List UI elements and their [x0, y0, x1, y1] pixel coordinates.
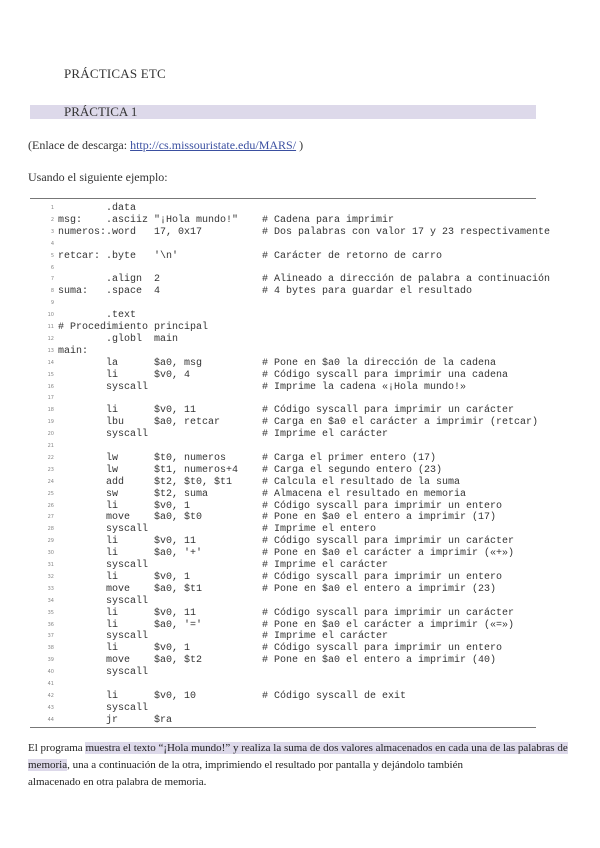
code-instruction: li	[106, 405, 119, 417]
code-line	[30, 465, 536, 476]
code-instruction: li	[106, 500, 119, 512]
line-number: 44	[47, 716, 54, 723]
code-instruction: li	[106, 619, 119, 631]
code-instruction: lw	[106, 464, 119, 476]
code-line	[30, 655, 536, 666]
code-line	[30, 453, 536, 464]
code-operands: $t1, numeros+4	[154, 464, 239, 476]
code-line	[30, 286, 536, 297]
code-instruction: li	[106, 690, 119, 702]
line-number: 21	[47, 443, 54, 449]
code-comment: # Imprime el carácter	[262, 560, 389, 571]
code-instruction: .align	[106, 274, 143, 286]
line-number: 23	[47, 466, 54, 473]
code-line	[30, 572, 536, 583]
line-number: 2	[50, 216, 54, 223]
code-comment: # Código syscall para imprimir un carácter	[262, 607, 515, 619]
code-operands: "¡Hola mundo!"	[154, 214, 239, 226]
code-comment: # Pone en $a0 el carácter a imprimir («=»)	[262, 619, 515, 631]
code-line	[30, 215, 536, 226]
code-instruction: li	[106, 571, 119, 583]
code-operands: 17, 0x17	[154, 226, 203, 238]
line-number: 10	[47, 312, 54, 319]
code-instruction: li	[106, 369, 119, 381]
code-comment: # Pone en $a0 la dirección de la cadena	[262, 357, 497, 369]
code-line	[30, 393, 536, 404]
code-comment: # Carga el primer entero (17)	[262, 452, 437, 464]
code-label: retcar:	[58, 250, 101, 262]
code-line	[30, 501, 536, 512]
code-instruction: .text	[106, 310, 137, 322]
code-line	[30, 382, 536, 393]
line-number: 28	[47, 526, 54, 533]
section-title: PRÁCTICA 1	[64, 104, 138, 119]
summary-plain: El programa	[28, 742, 86, 754]
line-number: 39	[47, 657, 54, 664]
code-line	[30, 715, 536, 726]
code-instruction: lw	[106, 452, 119, 464]
code-line	[30, 441, 536, 452]
code-line	[30, 560, 536, 571]
code-instruction: .byte	[106, 250, 137, 262]
line-number: 5	[50, 252, 54, 259]
code-comment: # Código syscall para imprimir un carácter	[262, 536, 515, 548]
code-line	[30, 370, 536, 381]
code-line	[30, 358, 536, 369]
code-label: numeros:	[58, 226, 107, 238]
code-instruction: .word	[106, 226, 137, 238]
code-instruction: li	[106, 536, 119, 548]
code-comment: # 4 bytes para guardar el resultado	[262, 286, 473, 298]
code-comment: # Pone en $a0 el entero a imprimir (23)	[262, 583, 497, 595]
code-operands: $a0, $t0	[154, 512, 203, 524]
code-comment: # Imprime el entero	[262, 524, 377, 536]
line-number: 24	[47, 478, 54, 485]
code-line	[30, 477, 536, 488]
code-comment: # Dos palabras con valor 17 y 23 respectivamente	[262, 226, 551, 238]
code-instruction: li	[106, 643, 119, 655]
line-number: 4	[50, 240, 54, 247]
line-number: 13	[47, 347, 54, 354]
download-prefix: (Enlace de descarga:	[28, 138, 131, 152]
code-operands: 2	[154, 274, 161, 286]
code-instruction: li	[106, 607, 119, 619]
line-number: 29	[47, 538, 54, 545]
code-instruction: syscall	[106, 429, 149, 441]
code-line	[30, 620, 536, 631]
line-number: 12	[47, 335, 54, 342]
code-instruction: syscall	[106, 631, 149, 643]
code-comment: # Pone en $a0 el entero a imprimir (40)	[262, 655, 497, 667]
code-operands: $t2, suma	[154, 488, 209, 500]
code-instruction: jr	[106, 714, 119, 726]
code-comment: # Carácter de retorno de carro	[262, 250, 443, 262]
code-line	[30, 548, 536, 559]
code-line	[30, 667, 536, 678]
code-line	[30, 417, 539, 429]
code-operands: $v0, 11	[154, 536, 197, 548]
code-line	[30, 489, 536, 500]
line-number: 9	[50, 300, 54, 307]
code-line	[30, 584, 536, 595]
code-line	[30, 251, 536, 262]
code-label: main:	[58, 345, 89, 357]
code-line	[30, 346, 536, 357]
line-number: 35	[47, 609, 54, 616]
line-number: 38	[47, 645, 54, 652]
code-operands: $v0, 1	[154, 500, 191, 512]
line-number: 34	[47, 597, 54, 604]
code-line	[30, 524, 536, 535]
line-number: 8	[50, 288, 54, 295]
code-comment: # Código syscall para imprimir un entero	[262, 500, 503, 512]
code-line	[30, 226, 551, 238]
code-instruction: sw	[106, 488, 119, 500]
code-line	[30, 429, 536, 440]
code-comment: # Calcula el resultado de la suma	[262, 476, 461, 488]
code-line	[30, 679, 536, 690]
code-line	[30, 334, 536, 345]
line-number: 7	[50, 276, 54, 283]
code-comment: # Almacena el resultado en memoria	[262, 488, 467, 500]
line-number: 3	[50, 228, 54, 235]
code-operands: $a0, retcar	[154, 417, 221, 429]
line-number: 37	[47, 633, 54, 640]
line-number: 11	[47, 324, 54, 330]
code-line	[30, 298, 536, 309]
code-instruction: la	[106, 357, 119, 369]
code-comment: # Cadena para imprimir	[262, 214, 395, 226]
code-comment: # Pone en $a0 el carácter a imprimir («+»)	[262, 548, 515, 560]
code-operands: $t2, $t0, $t1	[154, 476, 233, 488]
code-listing	[30, 198, 551, 728]
code-instruction: syscall	[106, 524, 149, 536]
code-instruction: .asciiz	[106, 214, 149, 226]
document-title: PRÁCTICAS ETC	[64, 66, 166, 81]
code-line	[30, 596, 536, 607]
code-instruction: .globl	[106, 333, 143, 345]
summary-line-2: almacenado en otra palabra de memoria.	[28, 776, 207, 788]
line-number: 32	[47, 573, 54, 580]
code-comment: # Código syscall para imprimir un entero	[262, 643, 503, 655]
code-instruction: move	[106, 583, 131, 595]
code-line	[30, 512, 536, 523]
code-operands: $v0, 10	[154, 690, 197, 702]
code-line	[30, 405, 536, 416]
code-instruction: .space	[106, 286, 143, 298]
code-line	[30, 322, 536, 333]
line-number: 40	[47, 669, 54, 676]
line-number: 31	[47, 562, 54, 568]
summary-highlight: muestra el texto “¡Hola mundo!” y realiza la suma de dos valores almacenados en cada una de las palabras de memoria	[28, 742, 568, 771]
code-operands: main	[154, 333, 179, 345]
code-comment: # Código syscall para imprimir un carácter	[262, 405, 515, 417]
code-operands: $v0, 11	[154, 607, 197, 619]
code-line	[30, 239, 536, 250]
code-operands: $v0, 11	[154, 405, 197, 417]
line-number: 6	[50, 264, 54, 271]
code-line	[30, 536, 536, 547]
download-suffix: )	[296, 138, 304, 152]
line-number: 36	[47, 621, 54, 628]
code-operands: $ra	[154, 714, 173, 726]
code-line	[30, 608, 536, 619]
line-number: 18	[47, 407, 54, 414]
code-comment: # Carga en $a0 el carácter a imprimir (retcar)	[262, 417, 539, 429]
code-instruction: lbu	[106, 417, 125, 429]
code-operands: $t0, numeros	[154, 452, 227, 464]
code-line	[30, 691, 536, 702]
code-operands: '\n'	[154, 250, 179, 262]
code-operands: $v0, 4	[154, 369, 191, 381]
code-line	[30, 703, 536, 714]
code-operands: $a0, $t1	[154, 583, 203, 595]
code-operands: $a0, msg	[154, 357, 203, 369]
intro-text: Usando el siguiente ejemplo:	[28, 170, 168, 184]
code-comment: # Imprime el carácter	[262, 631, 389, 643]
code-line	[30, 631, 536, 642]
code-comment: # Pone en $a0 el entero a imprimir (17)	[262, 512, 497, 524]
code-instruction: move	[106, 512, 131, 524]
code-operands: $a0, '+'	[154, 548, 203, 560]
code-instruction: move	[106, 655, 131, 667]
summary-rest: , una a continuación de la otra, imprimiendo el resultado por pantalla y dejándolo también	[67, 759, 463, 771]
code-operands: 4	[154, 286, 161, 298]
line-number: 30	[47, 550, 54, 557]
line-number: 17	[47, 395, 54, 402]
code-label: # Procedimiento principal	[58, 322, 209, 333]
code-comment: # Imprime la cadena «¡Hola mundo!»	[262, 381, 467, 393]
line-number: 27	[47, 514, 54, 521]
code-instruction: syscall	[106, 560, 149, 571]
code-comment: # Carga el segundo entero (23)	[262, 464, 443, 476]
line-number: 16	[47, 383, 54, 390]
line-number: 41	[47, 681, 54, 687]
code-instruction: add	[106, 476, 125, 488]
download-line	[28, 138, 303, 153]
code-line	[30, 263, 536, 274]
code-comment: # Código syscall para imprimir un entero	[262, 571, 503, 583]
code-comment: # Código syscall de exit	[262, 690, 407, 702]
code-operands: $v0, 1	[154, 643, 191, 655]
code-label: suma:	[58, 286, 89, 298]
code-comment: # Alineado a dirección de palabra a continuación	[262, 274, 551, 286]
code-instruction: syscall	[106, 595, 149, 607]
download-link[interactable]: http://cs.missouristate.edu/MARS/	[130, 138, 297, 152]
code-comment: # Código syscall para imprimir una cadena	[262, 369, 509, 381]
code-line	[30, 310, 536, 321]
summary-paragraph	[28, 740, 568, 791]
code-instruction: syscall	[106, 381, 149, 393]
line-number: 43	[47, 704, 54, 711]
line-number: 22	[47, 454, 54, 461]
code-line	[30, 643, 536, 654]
line-number: 19	[47, 419, 54, 426]
line-number: 14	[47, 359, 54, 366]
code-operands: $a0, '='	[154, 619, 203, 631]
code-instruction: syscall	[106, 667, 149, 679]
code-line	[30, 274, 551, 286]
line-number: 42	[47, 692, 54, 699]
line-number: 15	[47, 371, 54, 378]
code-label: msg:	[58, 214, 83, 226]
code-line	[30, 203, 536, 214]
line-number: 33	[47, 585, 54, 592]
line-number: 1	[50, 205, 54, 211]
line-number: 25	[47, 490, 54, 497]
code-operands: $v0, 1	[154, 571, 191, 583]
line-number: 26	[47, 502, 54, 509]
summary-line-1	[28, 740, 568, 774]
line-number: 20	[47, 431, 54, 438]
code-instruction: .data	[106, 203, 137, 214]
code-comment: # Imprime el carácter	[262, 429, 389, 441]
code-operands: $a0, $t2	[154, 655, 203, 667]
code-instruction: li	[106, 548, 119, 560]
code-instruction: syscall	[106, 702, 149, 714]
